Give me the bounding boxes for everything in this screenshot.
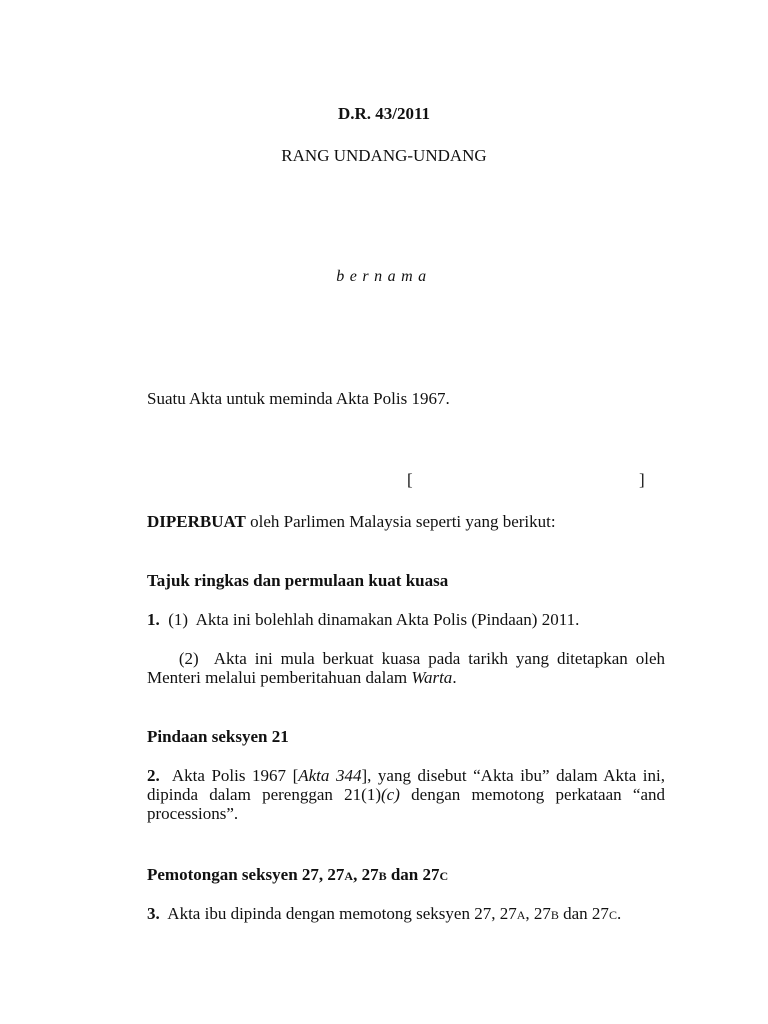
text-run: (c) xyxy=(381,785,400,804)
section-2-paragraph xyxy=(147,766,670,823)
section-1-paragraph-2 xyxy=(147,649,670,687)
text-run: 1. xyxy=(147,610,160,629)
text-run: a xyxy=(516,904,526,923)
text-run: dan 27 xyxy=(386,865,440,884)
section-3-paragraph xyxy=(147,904,665,923)
text-run: 2. xyxy=(147,766,160,785)
text-run: 3. xyxy=(147,904,160,923)
section-1-paragraph-1 xyxy=(147,610,665,629)
section-2-heading: Pindaan seksyen 21 xyxy=(147,727,289,746)
section-3-heading xyxy=(147,865,665,884)
text-run: (1) Akta ini bolehlah dinamakan Akta Polis (Pindaan) 2011. xyxy=(159,610,580,629)
text-run: dan 27 xyxy=(558,904,609,923)
enacting-keyword: DIPERBUAT xyxy=(147,512,246,531)
text-run: a xyxy=(344,865,354,884)
text-run: b xyxy=(550,904,559,923)
bill-number: D.R. 43/2011 xyxy=(337,104,431,123)
text-run: . xyxy=(616,904,622,923)
text-run: dengan memotong perkataan “and processions”. xyxy=(147,785,670,823)
text-run: Pemotongan seksyen 27, 27 xyxy=(147,865,345,884)
text-run: Akta Polis 1967 [ xyxy=(159,766,299,785)
section-1-heading: Tajuk ringkas dan permulaan kuat kuasa xyxy=(147,571,449,590)
text-run: (2) Akta ini mula berkuat kuasa pada tarikh yang ditetapkan oleh Menteri melalui pemberitahuan dalam xyxy=(147,649,670,687)
date-bracket-close: ] xyxy=(639,470,645,489)
text-run: c xyxy=(608,904,617,923)
long-title: Suatu Akta untuk meminda Akta Polis 1967. xyxy=(147,389,450,408)
text-run: c xyxy=(439,865,449,884)
text-run: Akta 344 xyxy=(298,766,362,785)
text-run: . xyxy=(452,668,457,687)
enacting-text: oleh Parlimen Malaysia seperti yang berikut: xyxy=(245,512,556,531)
text-run: ], yang disebut “Akta ibu” dalam Akta ini, dipinda dalam perenggan 21(1) xyxy=(147,766,670,804)
text-run: Akta ibu dipinda dengan memotong seksyen 27, 27 xyxy=(159,904,517,923)
date-bracket-open: [ xyxy=(407,470,413,489)
bill-name-label: bernama xyxy=(336,268,432,285)
text-run: , 27 xyxy=(353,865,379,884)
document-type: RANG UNDANG-UNDANG xyxy=(281,146,487,165)
enacting-clause xyxy=(147,512,556,532)
text-run: Warta xyxy=(411,668,453,687)
text-run: , 27 xyxy=(525,904,551,923)
text-run: b xyxy=(378,865,387,884)
